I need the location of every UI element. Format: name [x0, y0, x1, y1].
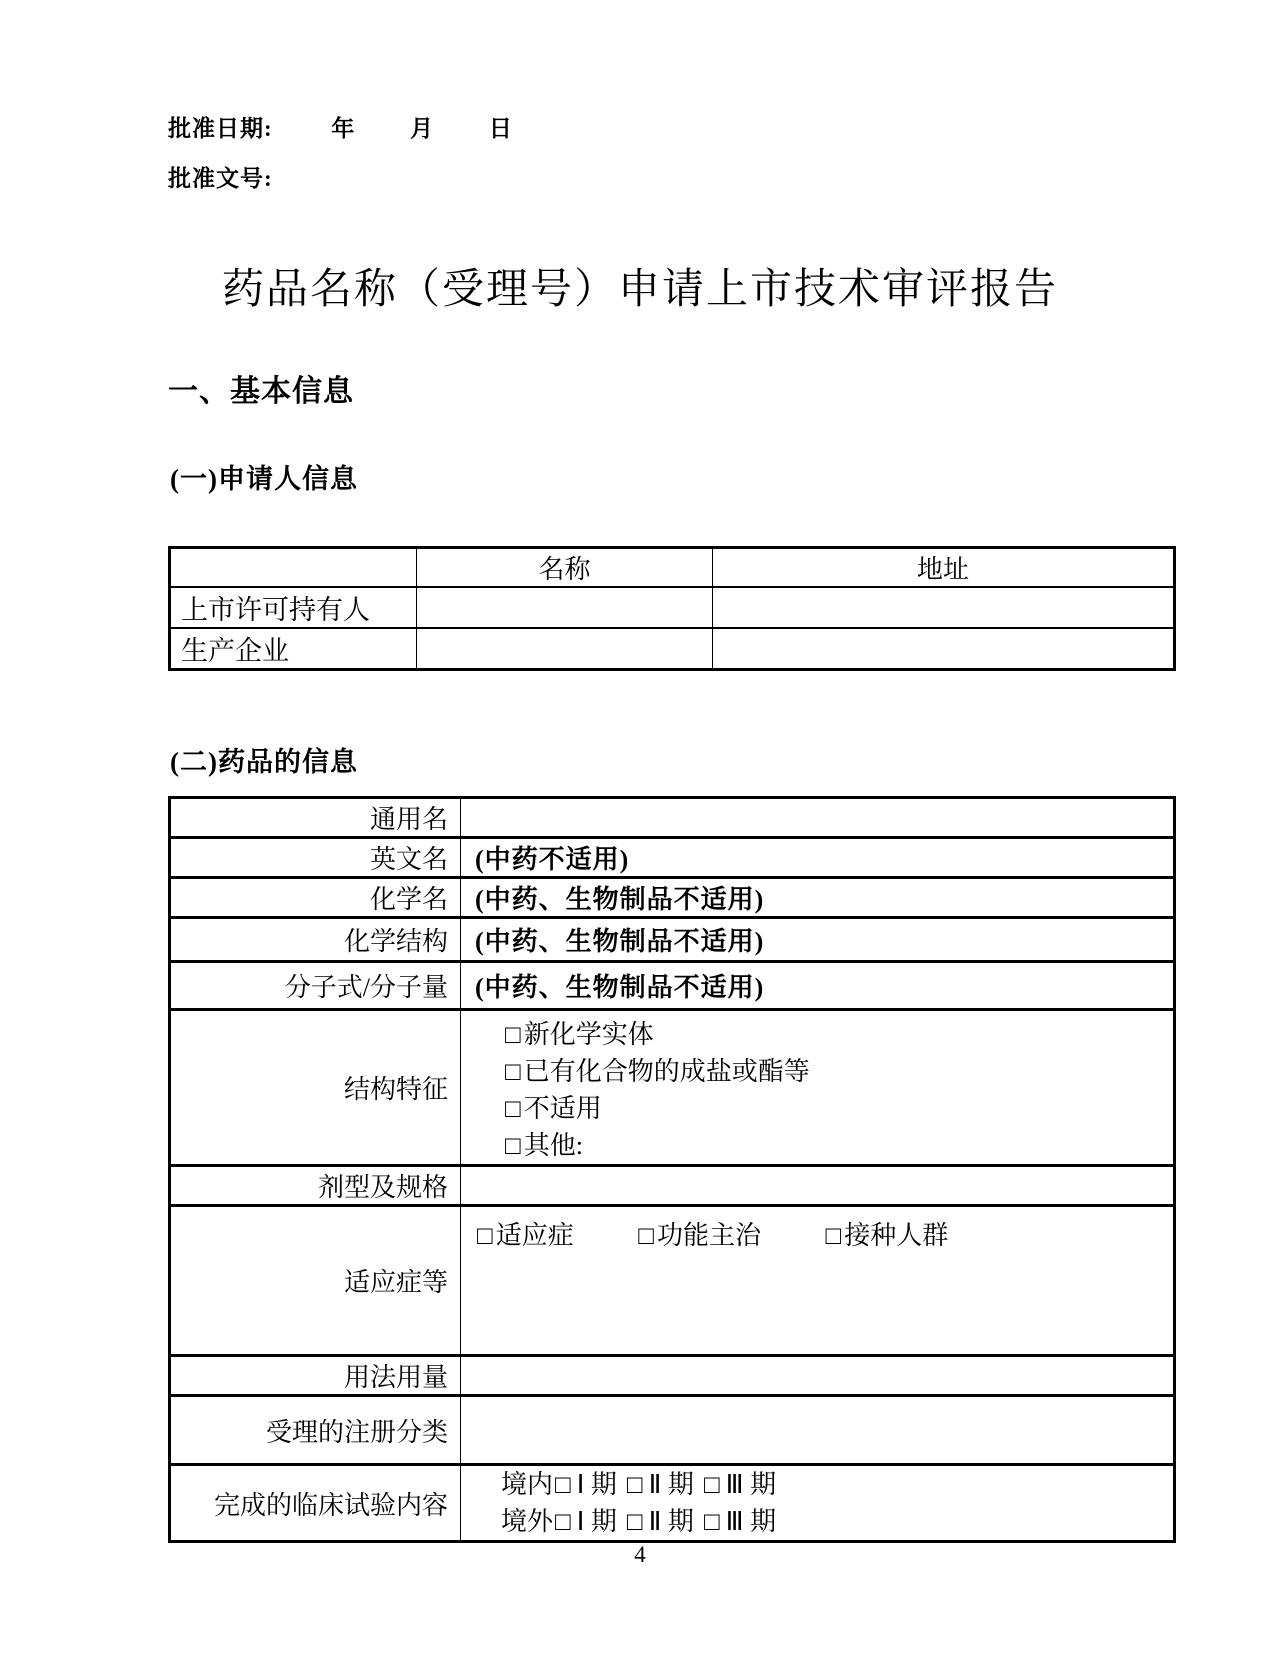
- table-row-structure-features: [170, 1010, 1175, 1166]
- manufacturer-name-cell[interactable]: [417, 628, 713, 670]
- section-basic-info-heading: 一、基本信息: [168, 375, 354, 408]
- dosage-form-label: 剂型及规格: [170, 1166, 461, 1206]
- clinical-trials-lines: [461, 1466, 1173, 1540]
- table-row-registration-class: [170, 1396, 1175, 1465]
- document-title: 药品名称（受理号）申请上市技术审评报告: [221, 267, 1058, 313]
- drug-info-table: [168, 796, 1176, 1543]
- phase-1-label: Ⅰ 期: [576, 1470, 617, 1499]
- registration-class-value-cell[interactable]: [461, 1396, 1175, 1465]
- subsection-applicant-info-heading: (一)申请人信息: [170, 464, 358, 494]
- license-holder-label: 上市许可持有人: [170, 587, 417, 628]
- checkbox-icon[interactable]: □: [505, 1020, 521, 1049]
- chemical-name-label: 化学名: [170, 878, 461, 918]
- structure-feature-option-label: 其他:: [523, 1131, 583, 1160]
- structure-feature-option-other: [505, 1127, 1173, 1164]
- structure-features-value-cell: [461, 1010, 1175, 1166]
- structure-feature-option-salt-ester: [505, 1053, 1173, 1090]
- structure-feature-option-not-applicable: [505, 1090, 1173, 1127]
- checkbox-icon[interactable]: □: [626, 1507, 643, 1536]
- checkbox-icon[interactable]: □: [703, 1470, 720, 1499]
- applicant-info-table: [168, 546, 1176, 671]
- structure-features-option-list: [461, 1011, 1173, 1164]
- clinical-trials-label: 完成的临床试验内容: [170, 1465, 461, 1542]
- clinical-trial-overseas-line: [501, 1503, 1173, 1540]
- indication-option-indication: [477, 1221, 574, 1250]
- generic-name-value-cell[interactable]: [461, 798, 1175, 838]
- checkbox-icon[interactable]: □: [555, 1470, 571, 1499]
- clinical-trial-domestic-line: [501, 1466, 1173, 1503]
- table-row-molecular: [170, 962, 1175, 1010]
- table-row-chemical-name: [170, 878, 1175, 918]
- indications-option-list: [461, 1207, 1173, 1252]
- structure-feature-option-label: 不适用: [523, 1094, 602, 1123]
- manufacturer-label: 生产企业: [170, 628, 417, 670]
- table-row-english-name: [170, 838, 1175, 878]
- clinical-trials-value-cell: [461, 1465, 1175, 1542]
- checkbox-icon[interactable]: □: [505, 1057, 521, 1086]
- structure-feature-option-label: 已有化合物的成盐或酯等: [523, 1057, 810, 1086]
- generic-name-label: 通用名: [170, 798, 461, 838]
- phase-3-label: Ⅲ 期: [725, 1507, 777, 1536]
- dosage-form-value-cell[interactable]: [461, 1166, 1175, 1206]
- checkbox-icon[interactable]: □: [505, 1094, 521, 1123]
- approval-date-label: 批准日期:: [168, 116, 273, 141]
- checkbox-icon[interactable]: □: [505, 1131, 521, 1160]
- structure-feature-option-new-entity: [505, 1016, 1173, 1053]
- checkbox-icon[interactable]: □: [626, 1470, 643, 1499]
- table-row-chemical-structure: [170, 918, 1175, 962]
- checkbox-icon[interactable]: □: [477, 1221, 493, 1250]
- checkbox-icon[interactable]: □: [703, 1507, 720, 1536]
- molecular-value: (中药、生物制品不适用): [461, 962, 1175, 1010]
- indication-option-vaccination-group: [825, 1221, 948, 1250]
- clinical-trial-scope-overseas: 境外: [501, 1507, 554, 1536]
- chemical-structure-label: 化学结构: [170, 918, 461, 962]
- address-column-header: 地址: [713, 548, 1175, 588]
- structure-feature-option-label: 新化学实体: [523, 1020, 654, 1049]
- english-name-value: (中药不适用): [461, 838, 1175, 878]
- manufacturer-address-cell[interactable]: [713, 628, 1175, 670]
- table-row-manufacturer: [170, 628, 1175, 670]
- approval-number-line: [168, 160, 273, 193]
- indication-option-label: 功能主治: [656, 1221, 761, 1250]
- english-name-label: 英文名: [170, 838, 461, 878]
- checkbox-icon[interactable]: □: [825, 1221, 842, 1250]
- approval-date-day-label: 日: [488, 116, 513, 141]
- name-column-header: 名称: [417, 548, 713, 588]
- phase-1-label: Ⅰ 期: [576, 1507, 617, 1536]
- approval-date-year-label: 年: [331, 116, 356, 141]
- license-holder-name-cell[interactable]: [417, 587, 713, 628]
- phase-2-label: Ⅱ 期: [648, 1507, 694, 1536]
- checkbox-icon[interactable]: □: [555, 1507, 571, 1536]
- table-row-generic-name: [170, 798, 1175, 838]
- structure-features-label: 结构特征: [170, 1010, 461, 1166]
- indication-option-functions: [638, 1221, 761, 1250]
- clinical-trial-scope-domestic: 境内: [501, 1470, 554, 1499]
- phase-3-label: Ⅲ 期: [725, 1470, 777, 1499]
- applicant-table-header-row: [170, 548, 1175, 588]
- table-row-indications: [170, 1206, 1175, 1356]
- usage-dosage-label: 用法用量: [170, 1356, 461, 1396]
- applicant-table-corner-cell: [170, 548, 417, 588]
- phase-2-label: Ⅱ 期: [648, 1470, 694, 1499]
- table-row-usage-dosage: [170, 1356, 1175, 1396]
- indications-value-cell: [461, 1206, 1175, 1356]
- indications-label: 适应症等: [170, 1206, 461, 1356]
- approval-date-line: [168, 110, 513, 143]
- subsection-drug-info-heading: (二)药品的信息: [170, 747, 358, 777]
- chemical-name-value: (中药、生物制品不适用): [461, 878, 1175, 918]
- table-row-license-holder: [170, 587, 1175, 628]
- table-row-clinical-trials: [170, 1465, 1175, 1542]
- page-number: 4: [634, 1542, 646, 1567]
- license-holder-address-cell[interactable]: [713, 587, 1175, 628]
- usage-dosage-value-cell[interactable]: [461, 1356, 1175, 1396]
- registration-class-label: 受理的注册分类: [170, 1396, 461, 1465]
- approval-date-month-label: 月: [410, 116, 435, 141]
- molecular-label: 分子式/分子量: [170, 962, 461, 1010]
- checkbox-icon[interactable]: □: [638, 1221, 654, 1250]
- chemical-structure-value: (中药、生物制品不适用): [461, 918, 1175, 962]
- indication-option-label: 适应症: [495, 1221, 574, 1250]
- indication-option-label: 接种人群: [844, 1221, 949, 1250]
- approval-number-label: 批准文号:: [168, 166, 273, 191]
- table-row-dosage-form: [170, 1166, 1175, 1206]
